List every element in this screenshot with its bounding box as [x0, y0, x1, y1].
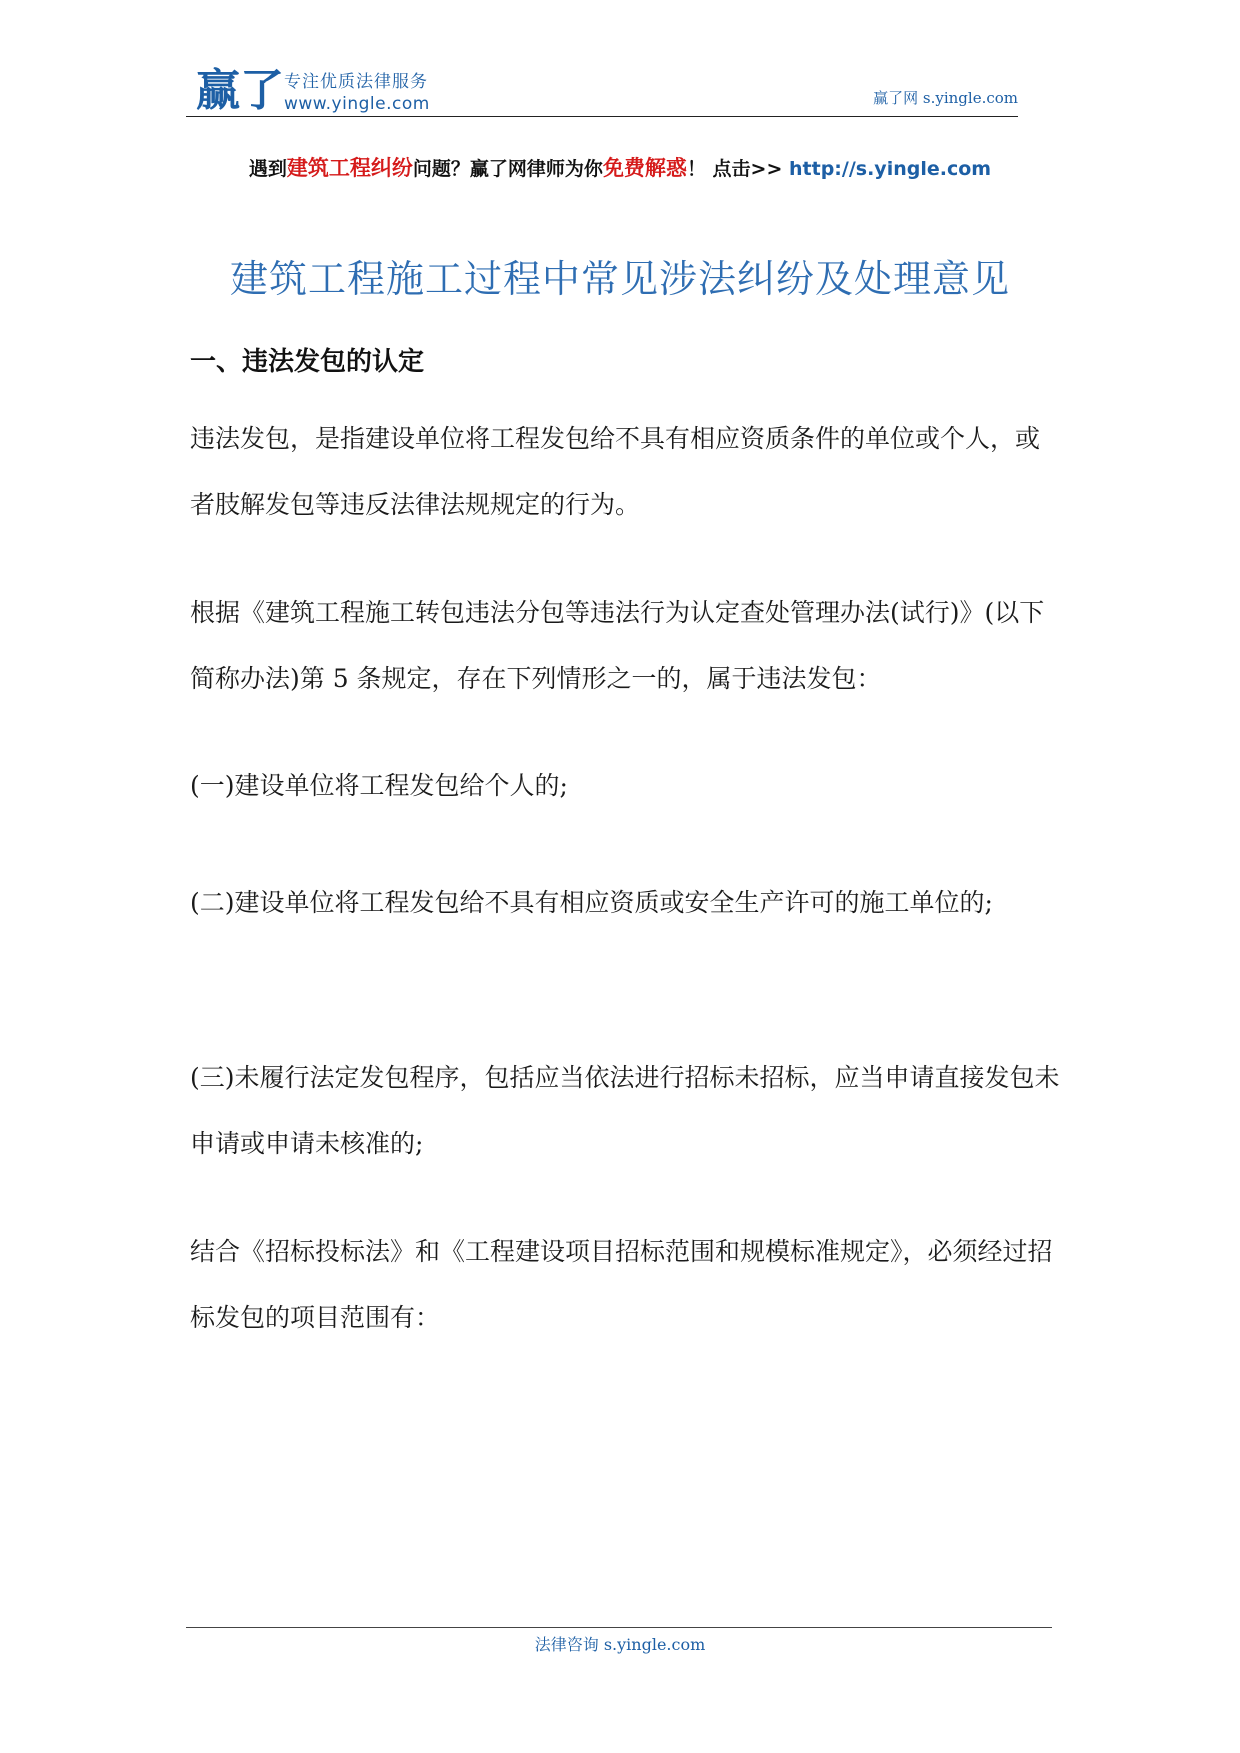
- promo-banner: [0, 153, 1240, 184]
- banner-highlight-free: 免费解惑: [602, 156, 687, 180]
- footer-link[interactable]: 法律咨询 s.yingle.com: [534, 1635, 706, 1654]
- page-header: [186, 60, 1018, 117]
- paragraph-tender-scope: 结合《招标投标法》和《工程建设项目招标范围和规模标准规定》，必须经过招标发包的项目范围有：: [190, 1237, 1053, 1332]
- paragraph-legal-basis: 根据《建筑工程施工转包违法分包等违法行为认定查处管理办法(试行)》(以下简称办法)第 5 条规定，存在下列情形之一的，属于违法发包：: [190, 598, 1045, 693]
- brand-slogan: 专注优质法律服务: [284, 72, 428, 92]
- banner-text-3: ！ 点击>>: [686, 158, 790, 180]
- paragraph-item-2: (二)建设单位将工程发包给不具有相应资质或安全生产许可的施工单位的;: [190, 888, 993, 917]
- brand-logo[interactable]: 赢了: [196, 65, 284, 116]
- banner-text-2: 问题？赢了网律师为你: [412, 158, 603, 180]
- section-heading: 一、违法发包的认定: [190, 347, 425, 377]
- paragraph-item-3: (三)未履行法定发包程序，包括应当依法进行招标未招标，应当申请直接发包未申请或申请未核准的;: [190, 1063, 1060, 1158]
- document-title: 建筑工程施工过程中常见涉法纠纷及处理意见: [229, 257, 1010, 301]
- banner-text-1: 遇到: [248, 158, 287, 180]
- paragraph-item-1: (一)建设单位将工程发包给个人的;: [190, 771, 568, 800]
- banner-highlight-dispute: 建筑工程纠纷: [286, 156, 413, 180]
- header-site-link[interactable]: 赢了网 s.yingle.com: [873, 89, 1018, 107]
- footer-divider: [186, 1627, 1052, 1628]
- brand-url[interactable]: www.yingle.com: [284, 94, 430, 114]
- banner-link[interactable]: http://s.yingle.com: [789, 158, 992, 180]
- paragraph-definition: 违法发包，是指建设单位将工程发包给不具有相应资质条件的单位或个人，或者肢解发包等违反法律法规规定的行为。: [190, 424, 1041, 519]
